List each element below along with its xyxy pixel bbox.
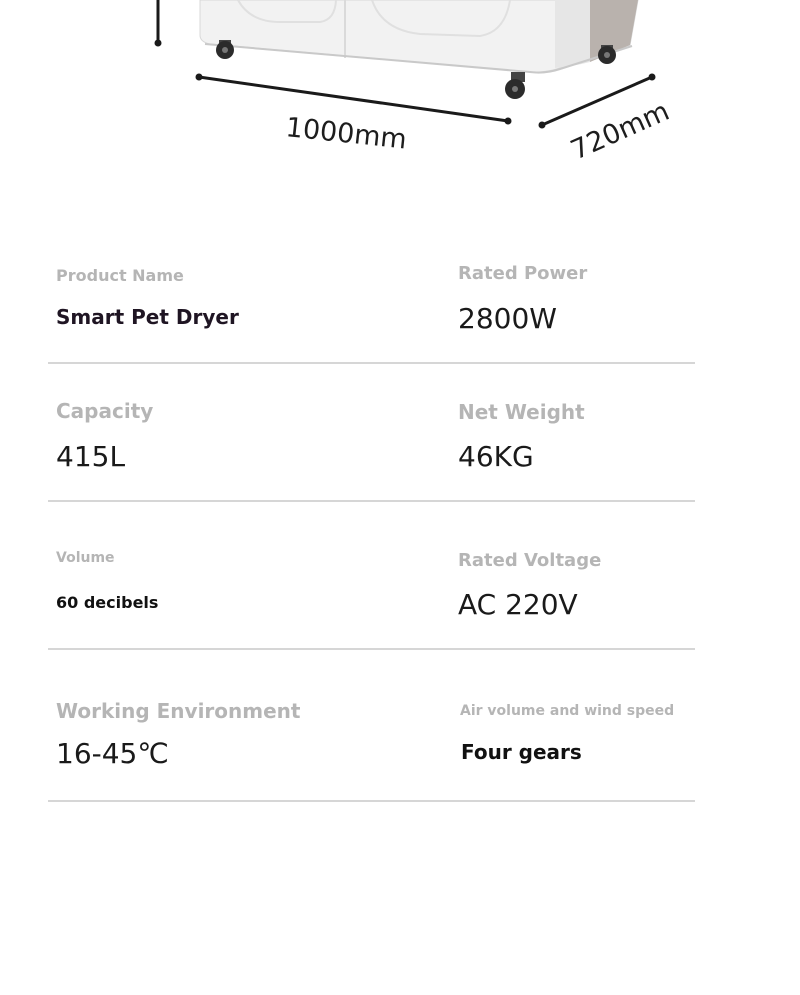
- width-dimension-endpoint: [505, 118, 512, 125]
- spec-label: Air volume and wind speed: [460, 703, 675, 719]
- spec-value: 415L: [56, 440, 126, 473]
- width-dimension-line: [199, 77, 508, 121]
- spec-value: Smart Pet Dryer: [56, 305, 239, 329]
- spec-value: 46KG: [458, 440, 534, 473]
- spec-row: [48, 364, 695, 502]
- spec-value: 60 decibels: [56, 593, 159, 612]
- depth-dimension-label: 720mm: [566, 95, 674, 167]
- width-dimension-label: 1000mm: [284, 112, 409, 156]
- spec-row: [48, 650, 695, 802]
- spec-value: 16-45℃: [56, 737, 169, 770]
- spec-label: Rated Voltage: [458, 550, 602, 571]
- spec-row: [48, 252, 695, 364]
- dryer-cabinet: [200, 0, 638, 73]
- spec-label: Rated Power: [458, 263, 588, 284]
- width-dimension-endpoint: [196, 74, 203, 81]
- caster-wheel: [505, 72, 525, 99]
- spec-row: [48, 502, 695, 650]
- depth-dimension-endpoint: [649, 74, 656, 81]
- spec-value: AC 220V: [458, 588, 578, 621]
- spec-value: Four gears: [461, 740, 582, 764]
- height-dimension-endpoint: [155, 40, 162, 47]
- spec-value: 2800W: [458, 302, 557, 335]
- spec-label: Product Name: [56, 266, 184, 285]
- spec-label: Working Environment: [56, 699, 301, 723]
- spec-label: Capacity: [56, 399, 154, 423]
- spec-label: Volume: [56, 550, 115, 566]
- product-dimension-illustration: [0, 0, 800, 180]
- depth-dimension-endpoint: [539, 122, 546, 129]
- spec-label: Net Weight: [458, 400, 585, 424]
